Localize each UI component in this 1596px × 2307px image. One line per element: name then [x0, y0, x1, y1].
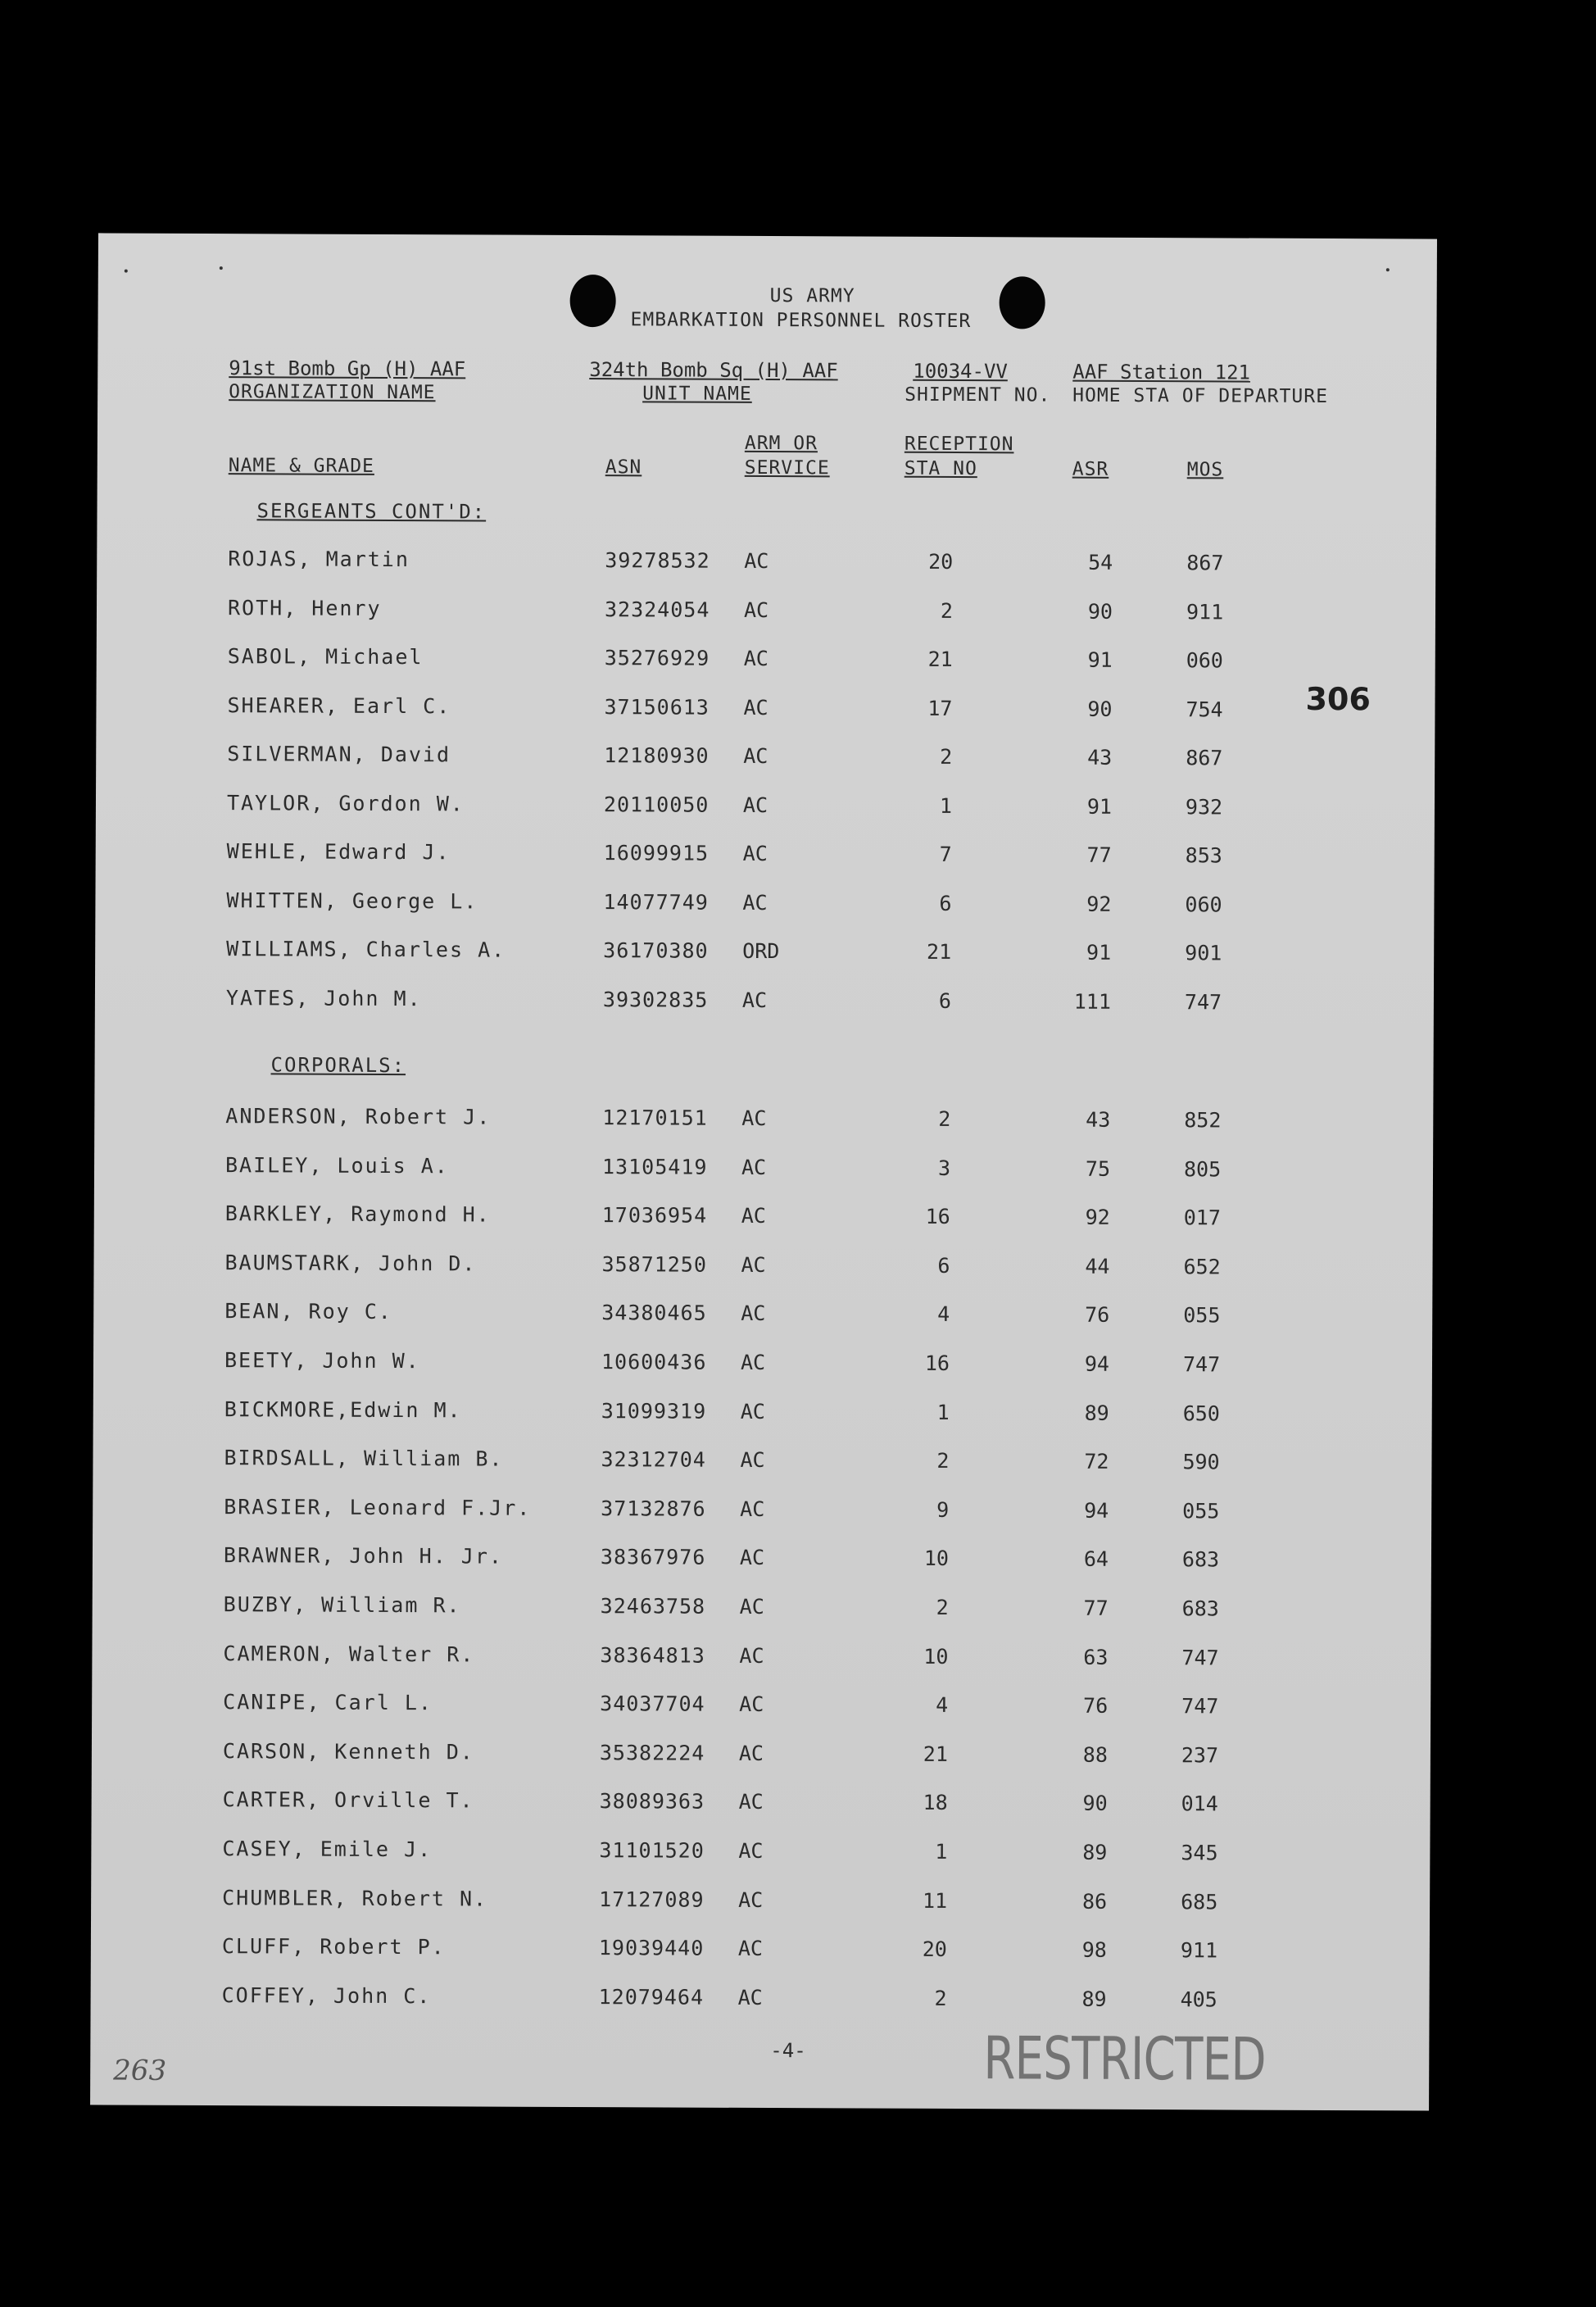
cell-arm: AC [738, 1887, 764, 1912]
cell-sta: 2 [934, 1986, 947, 2010]
speck [125, 270, 128, 273]
cell-mos: 747 [1181, 1694, 1219, 1719]
cell-asr: 90 [1087, 599, 1113, 624]
cell-asr: 89 [1081, 1987, 1107, 2011]
cell-name: SABOL, Michael [227, 644, 424, 670]
cell-name: TAYLOR, Gordon W. [226, 790, 465, 815]
cell-asr: 92 [1086, 892, 1112, 916]
cell-asr: 89 [1084, 1401, 1109, 1425]
cell-name: COFFEY, John C. [221, 1982, 432, 2009]
cell-name: CARSON, Kenneth D. [222, 1738, 474, 1764]
cell-name: CAMERON, Walter R. [223, 1641, 475, 1667]
cell-asr: 94 [1084, 1351, 1110, 1376]
cell-asr: 90 [1082, 1792, 1108, 1816]
table-row [92, 1787, 1431, 1819]
cell-mos: 014 [1181, 1792, 1218, 1816]
cell-asr: 91 [1086, 794, 1113, 819]
column-header-mos: MOS [1186, 459, 1224, 481]
cell-name: CHUMBLER, Robert N. [222, 1885, 488, 1911]
cell-asr: 76 [1085, 1303, 1110, 1328]
table-row [93, 1396, 1432, 1428]
cell-asr: 98 [1081, 1937, 1107, 1963]
cell-name: SHEARER, Earl C. [227, 693, 451, 718]
cell-asn: 35382224 [599, 1740, 705, 1765]
table-row [97, 546, 1435, 578]
cell-arm: AC [741, 1106, 767, 1131]
cell-asr: 92 [1085, 1205, 1110, 1230]
cell-asn: 14077749 [603, 889, 709, 915]
column-header-asn: ASN [605, 456, 642, 479]
cell-arm: AC [741, 1301, 766, 1326]
cell-sta: 1 [939, 793, 953, 818]
cell-asr: 94 [1084, 1498, 1109, 1523]
cell-arm: AC [743, 743, 769, 769]
cell-asr: 90 [1087, 697, 1113, 721]
handwritten-note: 263 [113, 2054, 167, 2087]
cell-mos: 060 [1186, 648, 1223, 673]
table-row [91, 1934, 1430, 1966]
cell-asr: 111 [1073, 989, 1111, 1014]
cell-sta: 3 [937, 1156, 951, 1180]
cell-arm: AC [740, 1350, 766, 1375]
cell-mos: 405 [1180, 1987, 1217, 2012]
table-row [93, 1494, 1431, 1526]
cell-arm: AC [741, 1155, 767, 1179]
cell-sta: 10 [923, 1546, 950, 1571]
cell-asn: 31101520 [599, 1838, 705, 1863]
column-header-name: NAME & GRADE [228, 455, 374, 477]
unit-label: UNIT NAME [642, 383, 752, 405]
cell-arm: AC [743, 695, 769, 720]
cell-asn: 39302835 [602, 987, 709, 1012]
cell-asr: 63 [1083, 1645, 1109, 1669]
agency-title: US ARMY [769, 285, 855, 307]
form-title: EMBARKATION PERSONNEL ROSTER [630, 309, 972, 333]
restricted-stamp: RESTRICTED [983, 2023, 1266, 2094]
table-row [96, 838, 1435, 870]
cell-mos: 932 [1185, 794, 1223, 819]
cell-asn: 32463758 [600, 1594, 706, 1619]
cell-mos: 867 [1186, 746, 1223, 770]
cell-arm: AC [738, 1838, 764, 1863]
cell-mos: 901 [1185, 941, 1222, 965]
cell-arm: AC [740, 1496, 765, 1521]
cell-asr: 44 [1085, 1254, 1110, 1278]
table-row [95, 888, 1434, 920]
page-stamp-number: 306 [1305, 680, 1371, 718]
cell-sta: 1 [936, 1400, 950, 1424]
cell-asn: 19039440 [598, 1936, 705, 1960]
cell-mos: 590 [1182, 1450, 1220, 1474]
home-station-label: HOME STA OF DEPARTURE [1072, 384, 1329, 407]
speck [1386, 268, 1390, 271]
cell-sta: 16 [924, 1351, 950, 1375]
cell-name: SILVERMAN, David [227, 742, 451, 767]
table-row [93, 1250, 1432, 1282]
cell-sta: 10 [923, 1644, 949, 1669]
cell-mos: 683 [1181, 1596, 1219, 1621]
cell-asn: 31099319 [601, 1398, 707, 1424]
cell-name: WILLIAMS, Charles A. [226, 937, 506, 962]
table-row [91, 1836, 1430, 1868]
cell-asr: 88 [1082, 1742, 1108, 1767]
cell-mos: 852 [1184, 1108, 1222, 1133]
cell-asr: 64 [1083, 1547, 1109, 1572]
cell-sta: 21 [923, 1742, 948, 1766]
cell-asr: 91 [1087, 647, 1113, 672]
cell-asr: 89 [1082, 1840, 1108, 1864]
table-row [96, 741, 1435, 773]
cell-sta: 21 [927, 939, 952, 964]
cell-name: BRASIER, Leonard F.Jr. [224, 1494, 532, 1520]
cell-asn: 17036954 [601, 1203, 708, 1228]
table-row [93, 1347, 1432, 1379]
cell-arm: AC [741, 988, 768, 1012]
roster-page [90, 233, 1437, 2110]
column-header-asr: ASR [1072, 458, 1109, 480]
cell-arm: AC [741, 1204, 766, 1228]
cell-name: ROTH, Henry [227, 595, 382, 620]
cell-arm: AC [742, 890, 768, 915]
cell-sta: 6 [937, 1253, 950, 1278]
cell-mos: 685 [1181, 1889, 1218, 1914]
cell-sta: 18 [923, 1791, 948, 1815]
table-row [92, 1690, 1431, 1722]
table-row [93, 1592, 1431, 1624]
cell-name: BAUMSTARK, John D. [224, 1250, 477, 1276]
cell-sta: 2 [936, 1595, 949, 1619]
table-row [92, 1738, 1431, 1770]
cell-name: CASEY, Emile J. [222, 1837, 433, 1862]
cell-sta: 11 [922, 1888, 948, 1913]
cell-mos: 754 [1186, 697, 1223, 721]
cell-arm: AC [740, 1399, 765, 1424]
organization-name: 91st Bomb Gp (H) AAF [229, 356, 466, 381]
cell-asn: 34380465 [601, 1301, 707, 1326]
table-row [95, 985, 1434, 1017]
cell-asn: 16099915 [603, 841, 710, 865]
cell-asr: 76 [1083, 1693, 1109, 1719]
section-title-sergeants: SERGEANTS CONT'D: [256, 499, 487, 524]
table-row [96, 693, 1435, 724]
cell-name: BUZBY, William R. [223, 1592, 461, 1618]
cell-sta: 9 [936, 1497, 950, 1522]
table-row [97, 595, 1435, 627]
speck [220, 266, 223, 270]
cell-asn: 34037704 [600, 1692, 705, 1716]
cell-arm: AC [737, 1985, 763, 2010]
cell-sta: 21 [927, 647, 953, 671]
cell-asr: 77 [1086, 842, 1112, 867]
cell-mos: 747 [1184, 989, 1222, 1014]
cell-name: BRAWNER, John H. Jr. [223, 1543, 504, 1569]
cell-arm: AC [737, 1937, 764, 1961]
cell-name: CANIPE, Carl L. [223, 1690, 433, 1715]
cell-arm: AC [739, 1692, 764, 1717]
cell-asn: 12170151 [602, 1106, 708, 1130]
cell-asn: 39278532 [605, 548, 710, 573]
cell-asr: 75 [1085, 1156, 1111, 1181]
table-row [94, 1103, 1433, 1135]
cell-arm: AC [738, 1790, 764, 1814]
cell-sta: 7 [939, 842, 952, 866]
cell-mos: 853 [1185, 843, 1222, 868]
cell-arm: AC [742, 841, 768, 866]
table-row [94, 1152, 1433, 1184]
cell-mos: 055 [1183, 1303, 1221, 1328]
cell-mos: 747 [1182, 1352, 1221, 1377]
cell-arm: AC [743, 597, 769, 622]
table-row [93, 1446, 1431, 1478]
cell-mos: 017 [1183, 1206, 1221, 1230]
cell-arm: AC [743, 646, 769, 671]
cell-mos: 911 [1180, 1938, 1218, 1963]
cell-arm: ORD [742, 938, 780, 964]
cell-name: YATES, John M. [225, 985, 422, 1010]
table-row [97, 643, 1435, 675]
punch-hole-left [570, 275, 616, 327]
cell-arm: AC [738, 1741, 764, 1765]
cell-mos: 345 [1181, 1841, 1218, 1865]
cell-mos: 652 [1183, 1255, 1221, 1279]
cell-asn: 10600436 [601, 1350, 707, 1374]
cell-sta: 17 [927, 696, 953, 720]
shipment-number: 10034-VV [913, 359, 1008, 384]
cell-mos: 683 [1181, 1547, 1220, 1572]
unit-name: 324th Bomb Sq (H) AAF [589, 358, 838, 383]
table-row [93, 1543, 1431, 1575]
section-title-corporals: CORPORALS: [270, 1053, 406, 1078]
cell-asn: 37150613 [604, 694, 710, 720]
cell-name: WEHLE, Edward J. [226, 839, 451, 865]
cell-asn: 12180930 [604, 743, 710, 768]
cell-asn: 20110050 [603, 792, 710, 817]
cell-asr: 54 [1088, 550, 1113, 574]
cell-mos: 237 [1181, 1743, 1219, 1768]
cell-asr: 43 [1087, 745, 1113, 770]
cell-asr: 91 [1086, 940, 1112, 965]
cell-arm: AC [741, 1252, 766, 1277]
cell-name: ANDERSON, Robert J. [225, 1104, 492, 1129]
cell-asr: 72 [1084, 1449, 1109, 1474]
cell-asn: 36170380 [603, 938, 709, 963]
page-number: -4- [770, 2039, 806, 2063]
cell-name: BIRDSALL, William B. [224, 1446, 504, 1471]
cell-sta: 6 [939, 891, 952, 915]
cell-name: BEAN, Roy C. [224, 1299, 392, 1324]
cell-name: CARTER, Orville T. [222, 1787, 474, 1813]
cell-asn: 12079464 [598, 1984, 705, 2010]
cell-arm: AC [742, 792, 769, 817]
cell-sta: 2 [938, 1106, 951, 1131]
column-header-sta: RECEPTION STA NO [904, 433, 1014, 480]
cell-arm: AC [739, 1643, 764, 1668]
table-row [91, 1982, 1430, 2014]
table-row [94, 1201, 1433, 1233]
cell-name: BARKLEY, Raymond H. [224, 1201, 491, 1227]
cell-mos: 650 [1182, 1401, 1220, 1426]
table-row [92, 1641, 1431, 1673]
table-row [91, 1885, 1430, 1917]
cell-asn: 38089363 [599, 1789, 705, 1814]
cell-sta: 2 [940, 744, 953, 769]
cell-arm: AC [744, 548, 769, 574]
cell-asn: 38364813 [600, 1642, 705, 1668]
table-row [95, 936, 1434, 968]
table-row [96, 790, 1435, 822]
cell-arm: AC [739, 1594, 764, 1619]
cell-sta: 6 [938, 988, 951, 1013]
punch-hole-right [1000, 276, 1045, 329]
cell-mos: 805 [1183, 1156, 1222, 1182]
cell-name: BAILEY, Louis A. [224, 1152, 449, 1178]
cell-mos: 055 [1182, 1499, 1220, 1524]
cell-name: WHITTEN, George L. [226, 888, 478, 913]
cell-asn: 17127089 [599, 1887, 705, 1912]
cell-arm: AC [739, 1546, 765, 1570]
cell-asn: 37132876 [601, 1496, 706, 1521]
organization-label: ORGANIZATION NAME [229, 381, 436, 404]
cell-name: BEETY, John W. [224, 1348, 420, 1374]
cell-mos: 911 [1186, 599, 1224, 624]
home-station: AAF Station 121 [1072, 360, 1251, 384]
cell-mos: 867 [1186, 551, 1224, 575]
cell-mos: 747 [1181, 1645, 1219, 1670]
cell-name: CLUFF, Robert P. [221, 1934, 446, 1960]
cell-asn: 13105419 [601, 1154, 708, 1179]
cell-asr: 86 [1081, 1889, 1108, 1914]
shipment-label: SHIPMENT NO. [905, 384, 1051, 406]
cell-sta: 20 [928, 549, 954, 574]
table-row [93, 1299, 1432, 1331]
cell-asn: 32324054 [604, 597, 710, 622]
cell-sta: 2 [936, 1449, 950, 1474]
column-header-arm: ARM OR SERVICE [744, 432, 830, 479]
cell-asn: 32312704 [601, 1447, 706, 1472]
cell-sta: 4 [936, 1693, 949, 1718]
cell-sta: 4 [937, 1302, 950, 1327]
cell-name: BICKMORE,Edwin M. [224, 1396, 462, 1422]
cell-name: ROJAS, Martin [228, 547, 410, 572]
cell-asn: 35871250 [601, 1251, 708, 1277]
cell-sta: 2 [940, 598, 954, 623]
cell-asn: 35276929 [604, 646, 710, 670]
cell-asr: 77 [1083, 1596, 1109, 1620]
cell-asn: 38367976 [600, 1545, 706, 1570]
cell-sta: 1 [935, 1839, 948, 1864]
cell-sta: 20 [922, 1937, 947, 1962]
cell-mos: 060 [1185, 892, 1222, 916]
cell-asr: 43 [1086, 1107, 1111, 1132]
cell-arm: AC [740, 1448, 765, 1473]
cell-sta: 16 [925, 1205, 950, 1229]
